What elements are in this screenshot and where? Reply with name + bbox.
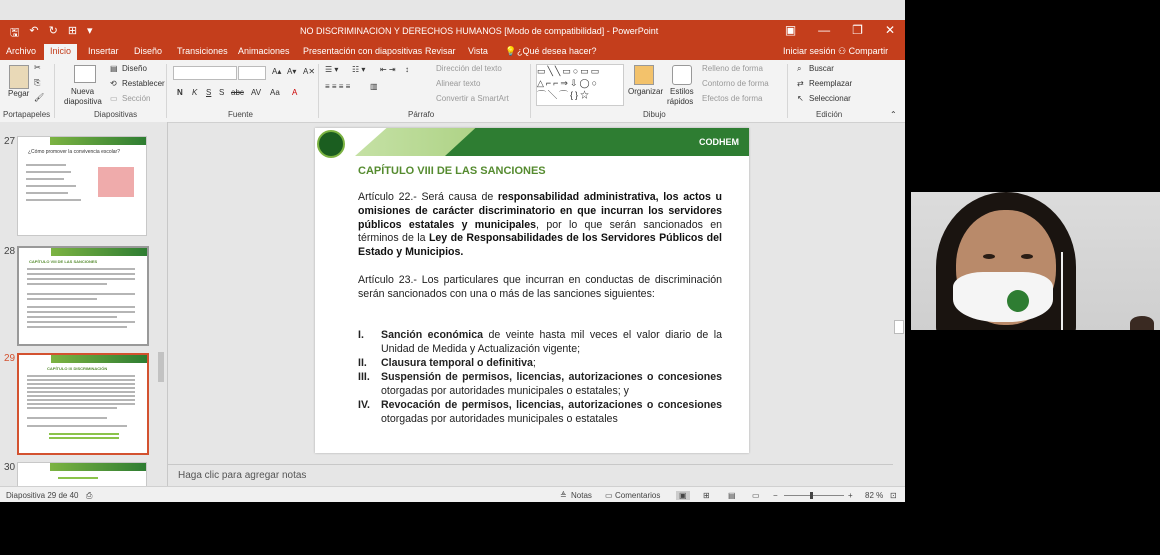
paste-label[interactable]: Pegar xyxy=(8,89,30,98)
start-presentation-icon[interactable]: ⊞ xyxy=(67,25,78,37)
window-title: NO DISCRIMINACION Y DERECHOS HUMANOS [Modo de compatibilidad] - PowerPoint xyxy=(300,26,659,36)
undo-icon[interactable]: ↶ xyxy=(29,25,39,37)
signin-link[interactable]: Iniciar sesión xyxy=(783,46,836,56)
thumb-header xyxy=(18,137,146,145)
notes-pane[interactable] xyxy=(168,464,893,487)
shape-effects-button[interactable]: Efectos de forma xyxy=(702,94,763,103)
person-icon: ⚇ xyxy=(838,46,849,56)
normal-view-icon[interactable]: ▣ xyxy=(676,491,690,500)
notes-button[interactable]: Notas xyxy=(571,491,592,500)
arrange-button[interactable]: Organizar xyxy=(628,87,664,96)
slide-thumbnail[interactable] xyxy=(17,246,149,346)
text-direction-button[interactable]: Dirección del texto xyxy=(436,64,502,73)
window-controls xyxy=(785,23,895,37)
shadow-button[interactable]: S xyxy=(219,88,225,97)
editing-group-label: Edición xyxy=(816,110,843,119)
layout-button[interactable]: Diseño xyxy=(122,64,147,73)
line-spacing-icon[interactable]: ↕ xyxy=(405,65,409,74)
tab-animaciones[interactable]: Animaciones xyxy=(238,46,290,56)
article-22: Artículo 22.- Será causa de responsabilidad administrativa, los actos u omisiones de carácter discriminatorio en que incurran los servidores públicos estatales y municipales, por lo que serán sancionados en términos de la Ley de Responsabilidades de los Servidores Públicos del Estado y Municipios. xyxy=(358,191,723,259)
slides-group-label: Diapositivas xyxy=(94,110,138,119)
editor-scrollbar[interactable] xyxy=(893,122,903,464)
customize-qat-icon[interactable]: ▾ xyxy=(87,25,93,37)
clear-format-icon[interactable]: A✕ xyxy=(303,67,316,76)
chapter-title: CAPÍTULO VIII DE LAS SANCIONES xyxy=(358,165,546,177)
smartart-button[interactable]: Convertir a SmartArt xyxy=(436,94,509,103)
cut-icon[interactable]: ✂ xyxy=(34,63,41,72)
reset-button[interactable]: Restablecer xyxy=(122,79,165,88)
tab-diseno[interactable]: Diseño xyxy=(134,46,163,56)
strikethrough-button[interactable]: abc xyxy=(231,88,244,97)
change-case-button[interactable]: Aa xyxy=(270,88,280,97)
spellcheck-icon[interactable]: ⎙ xyxy=(86,491,93,500)
group-divider xyxy=(787,64,788,118)
reset-icon[interactable]: ⟲ xyxy=(110,79,117,88)
tab-insertar[interactable]: Insertar xyxy=(88,46,119,56)
new-slide-icon[interactable] xyxy=(74,65,96,83)
sanction-item: II. Clausura temporal o definitiva; xyxy=(358,357,536,369)
restore-icon[interactable]: ❐ xyxy=(852,23,863,37)
comments-icon: ▭ xyxy=(605,491,613,500)
sanction-item: III. Suspensión de permisos, licencias, autorizaciones o concesiones otorgadas por autoridades municipales o estatales; y xyxy=(358,371,722,397)
quick-styles-icon[interactable] xyxy=(672,65,692,85)
slide-thumbnail-selected[interactable] xyxy=(17,353,149,455)
indent-icon[interactable]: ⇤ ⇥ xyxy=(380,65,396,74)
save-icon[interactable]: 🖫 xyxy=(10,27,20,39)
format-painter-icon[interactable]: 🖌 xyxy=(34,93,45,102)
group-divider xyxy=(54,64,55,118)
fit-slide-icon[interactable]: ⊡ xyxy=(890,491,897,500)
notes-placeholder[interactable]: Haga clic para agregar notas xyxy=(178,470,307,481)
italic-button[interactable]: K xyxy=(192,88,198,97)
status-bar xyxy=(0,486,905,502)
tab-inicio[interactable]: Inicio xyxy=(44,44,77,60)
thumb-title: CAPÍTULO VIII DE LAS SANCIONES xyxy=(29,259,98,264)
sanction-item: I. Sanción económica de veinte hasta mil veces el valor diario de la Unidad de Medida y Actualización vigente; xyxy=(358,329,722,355)
thumb-header xyxy=(18,463,146,471)
select-button[interactable]: Seleccionar xyxy=(809,94,851,103)
bullets-icon[interactable]: ☰ ▾ xyxy=(325,65,339,74)
slide-counter: Diapositiva 29 de 40 xyxy=(6,491,79,500)
scrollbar-thumb[interactable] xyxy=(894,320,904,334)
lightbulb-icon: 💡 xyxy=(505,46,517,56)
notes-icon: ≜ xyxy=(560,491,567,500)
grow-font-icon[interactable]: A▴ xyxy=(272,67,282,76)
font-group-label: Fuente xyxy=(228,110,253,119)
tab-revisar[interactable]: Revisar xyxy=(425,46,456,56)
arrange-icon[interactable] xyxy=(634,65,654,85)
tell-me-search[interactable]: ¿Qué desea hacer? xyxy=(517,46,597,56)
tab-archivo[interactable]: Archivo xyxy=(6,46,37,56)
ribbon-tabs xyxy=(0,42,905,60)
shapes-gallery[interactable]: ▭╲╲▭○▭▭ △⌐⌐⇒⇩◯○ ⌒╲⌒{}☆ xyxy=(536,64,624,106)
quick-styles-label-2[interactable]: rápidos xyxy=(667,97,694,106)
minimize-icon[interactable]: — xyxy=(818,23,831,37)
select-icon[interactable]: ↖ xyxy=(797,94,804,103)
tab-presentacion[interactable]: Presentación con diapositivas xyxy=(303,46,423,56)
shrink-font-icon[interactable]: A▾ xyxy=(287,67,297,76)
new-slide-label-2[interactable]: diapositiva xyxy=(64,97,102,106)
zoom-slider[interactable] xyxy=(784,495,844,496)
thumb-title: CAPÍTULO IX DISCRIMINACIÓN xyxy=(47,366,108,371)
replace-button[interactable]: Reemplazar xyxy=(809,79,853,88)
copy-icon[interactable]: ⎘ xyxy=(34,78,41,87)
thumb-header xyxy=(19,355,147,363)
article-23: Artículo 23.- Los particulares que incurran en conductas de discriminación serán sancionados con una o más de las sanciones siguientes: xyxy=(358,274,722,300)
webcam-video xyxy=(911,192,1160,330)
group-divider xyxy=(530,64,531,118)
new-slide-label-1[interactable]: Nueva xyxy=(71,87,95,96)
thumb-title: ¿Cómo promover la convivencia escolar? xyxy=(28,149,120,155)
zoom-out-icon[interactable]: − xyxy=(773,491,778,500)
collapse-ribbon-icon[interactable]: ⌃ xyxy=(890,110,897,119)
paragraph-group-label: Párrafo xyxy=(408,110,435,119)
outline-view-icon[interactable]: ⊞ xyxy=(703,491,710,500)
layout-icon[interactable]: ▤ xyxy=(110,64,118,73)
group-divider xyxy=(318,64,319,118)
bold-button[interactable]: N xyxy=(177,88,183,97)
ribbon xyxy=(0,60,905,123)
search-icon[interactable]: ⌕ xyxy=(797,64,802,73)
columns-icon[interactable]: ▥ xyxy=(370,82,378,91)
title-bar xyxy=(0,20,905,42)
sanction-item: IV. Revocación de permisos, licencias, autorizaciones o concesiones otorgadas por autoridades municipales o estatales xyxy=(358,399,722,425)
thumb-header xyxy=(19,248,147,256)
redo-icon[interactable]: ↻ xyxy=(48,25,58,37)
share-button[interactable] xyxy=(838,46,888,57)
spacing-button[interactable]: AV xyxy=(251,88,262,97)
zoom-level[interactable]: 82 % xyxy=(865,491,884,500)
brand-label: CODHEM xyxy=(699,137,739,147)
slide-canvas[interactable] xyxy=(315,128,749,453)
tab-vista[interactable]: Vista xyxy=(468,46,488,56)
find-button[interactable]: Buscar xyxy=(809,64,834,73)
section-button[interactable]: Sección xyxy=(122,94,151,103)
zoom-in-icon[interactable]: + xyxy=(848,491,853,500)
clipboard-group-label: Portapapeles xyxy=(3,110,51,119)
face-mask xyxy=(953,272,1053,322)
shape-outline-button[interactable]: Contorno de forma xyxy=(702,79,769,88)
shape-fill-button[interactable]: Relleno de forma xyxy=(702,64,763,73)
slide-thumbnails-pane xyxy=(0,122,168,486)
ribbon-display-icon[interactable]: ▣ xyxy=(784,23,797,37)
replace-icon[interactable]: ⇄ xyxy=(797,79,804,88)
thumbnails-scrollbar[interactable] xyxy=(157,122,165,486)
thumb-number: 30 xyxy=(4,462,16,473)
slide-thumbnail[interactable] xyxy=(17,136,147,236)
thumb-number: 27 xyxy=(4,136,16,147)
reading-view-icon[interactable]: ▤ xyxy=(728,491,736,500)
section-icon[interactable]: ▭ xyxy=(110,94,118,103)
numbering-icon[interactable]: ☷ ▾ xyxy=(352,65,366,74)
quick-styles-label-1[interactable]: Estilos xyxy=(670,87,694,96)
comments-button[interactable]: Comentarios xyxy=(615,491,661,500)
align-text-button[interactable]: Alinear texto xyxy=(436,79,481,88)
close-icon[interactable]: ✕ xyxy=(884,23,895,37)
tab-transiciones[interactable]: Transiciones xyxy=(177,46,228,56)
font-size-select[interactable] xyxy=(238,66,266,80)
scrollbar-thumb[interactable] xyxy=(158,352,164,382)
slideshow-view-icon[interactable]: ▭ xyxy=(752,491,760,500)
quick-access-toolbar xyxy=(10,24,93,43)
underline-button[interactable]: S xyxy=(206,88,212,97)
group-divider xyxy=(166,64,167,118)
share-label: Compartir xyxy=(848,46,889,56)
slide-header xyxy=(315,128,749,156)
thumb-number: 29 xyxy=(4,353,16,364)
align-left-icon[interactable]: ≡ ≡ ≡ ≡ xyxy=(325,82,351,91)
zoom-slider-knob[interactable] xyxy=(810,492,813,499)
drawing-group-label: Dibujo xyxy=(643,110,666,119)
codhem-logo-icon xyxy=(317,130,345,158)
font-name-select[interactable] xyxy=(173,66,237,80)
font-color-button[interactable]: A xyxy=(292,88,298,97)
thumb-number: 28 xyxy=(4,246,16,257)
paste-icon[interactable] xyxy=(9,65,29,89)
